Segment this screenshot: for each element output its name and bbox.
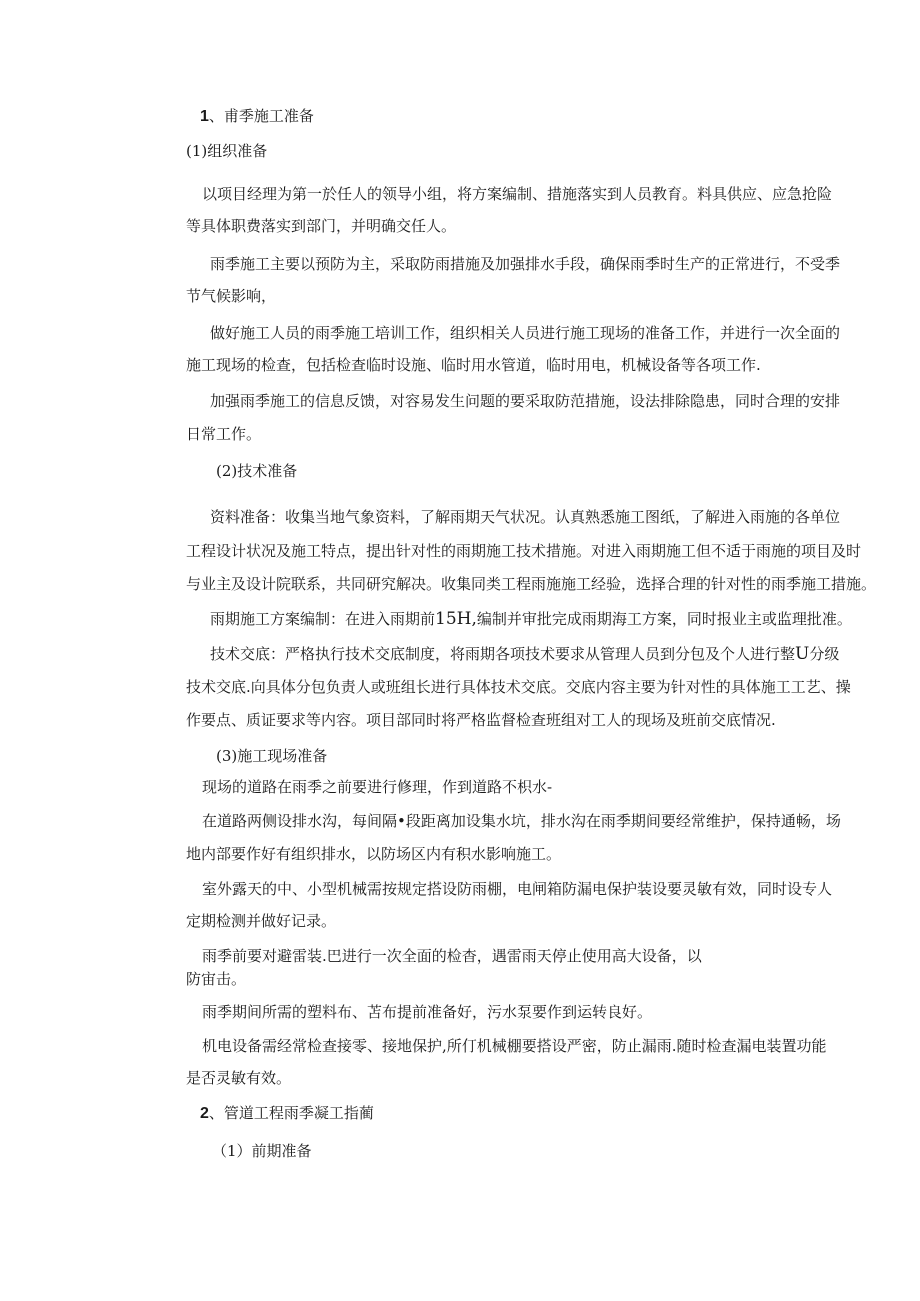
paragraph-line: 室外露天的中、小型机械需按规定搭设防雨棚，电闸箱防漏电保护装设要灵敏有效，同时设专人 (202, 880, 833, 898)
paragraph-line: 等具体职费落实到部门，并明确交任人。 (186, 217, 457, 235)
paragraph-line: 加强雨季施工的信息反馈，对容易发生问题的要采取防范措施，设法排除隐患，同时合理的安排 (210, 392, 841, 410)
paragraph-line: 在道路两侧设排水沟，每间隔•段距离加设集水坑，排水沟在雨季期间要经常维护，保持通畅，场 (202, 812, 841, 830)
paragraph-line: 雨季期间所需的塑料布、苫布提前准备好，污水泵要作到运转良好。 (202, 1003, 653, 1021)
text-span: 编制并审批完成雨期海工方案，同时报业主或监理批准。 (476, 610, 852, 628)
paragraph-line: 防宙击。 (186, 970, 247, 988)
paragraph-line: 是否灵敏有效。 (186, 1069, 292, 1087)
section-heading-2 (200, 1103, 374, 1124)
subheading-organization: (1)组织准备 (186, 142, 268, 160)
text-span: U (795, 644, 810, 664)
section-number: 2 (200, 1105, 209, 1122)
paragraph-line (210, 609, 852, 629)
section-title: 、管道工程雨季凝工指蔺 (208, 1104, 374, 1122)
paragraph-line: 工程设计状况及施工特点，提出针对性的雨期施工技术措施。对进入雨期施工但不适于雨施的项目及时 (186, 542, 862, 560)
paragraph-line: 雨季前要对避雷装.巴进行一次全面的检杳，遇雷雨天停止使用高大设备，以 (202, 947, 702, 965)
paragraph-line (210, 644, 839, 664)
text-span: 技术交底：严格执行技术交底制度，将雨期各项技术要求从管理人员到分包及个人进行整 (210, 645, 796, 663)
subheading-technical: (2)技术准备 (216, 462, 298, 480)
subheading-site: (3)施工现场准备 (216, 747, 328, 765)
paragraph-line: 机电设备需经常检查接零、接地保护,所仃机械棚要搭设严密，防止漏雨.随时检查漏电装置功能 (202, 1037, 827, 1055)
paragraph-line: 资料准备：收集当地气象资料，了解雨期天气状况。认真熟悉施工图纸，了解进入雨施的各单位 (210, 508, 841, 526)
text-span: 分级 (809, 645, 840, 663)
paragraph-line: 雨季施工主要以预防为主，采取防雨措施及加强排水手段，确保雨季时生产的正常进行，不受季 (210, 255, 841, 273)
subheading-preparation: （1）前期准备 (212, 1142, 312, 1160)
paragraph-line: 节气候影响， (186, 287, 277, 305)
paragraph-line: 作要点、质证要求等内容。项目部同时将严格监督检查班组对工人的现场及班前交底情况. (186, 711, 776, 729)
section-number: 1 (200, 108, 209, 125)
paragraph-line: 技术交底.向具体分包负责人或班组长进行具体技术交底。交底内容主要为针对性的具体施工工艺、操 (186, 678, 851, 696)
paragraph-line: 与业主及设计院联系，共同研究解决。收集同类工程雨施施工经验，选择合理的针对性的雨季施工措施。 (186, 575, 877, 593)
text-span: 雨期施工方案编制：在进入雨期前 (210, 610, 436, 628)
text-span: 15H, (435, 609, 477, 629)
section-heading-1 (200, 106, 314, 127)
paragraph-line: 施工现场的检查，包括检查临时设施、临时用水管道，临时用电，机械设备等各项工作. (186, 356, 761, 374)
paragraph-line: 日常工作。 (186, 425, 262, 443)
paragraph-line: 现场的道路在雨季之前要进行修理，作到道路不枳水- (202, 778, 553, 796)
section-title: 、甫季施工准备 (208, 107, 314, 125)
paragraph-line: 做好施工人员的雨季施工培训工作，组织相关人员进行施工现场的准备工作，并进行一次全面的 (210, 324, 841, 342)
paragraph-line: 地内部要作好有组织排水，以防场区内有积水影响施工。 (186, 845, 562, 863)
paragraph-line: 以项目经理为第一於任人的领导小组，将方案编制、措施落实到人员教育。料具供应、应急抢险 (202, 185, 833, 203)
paragraph-line: 定期检测并做好记录。 (186, 912, 337, 930)
